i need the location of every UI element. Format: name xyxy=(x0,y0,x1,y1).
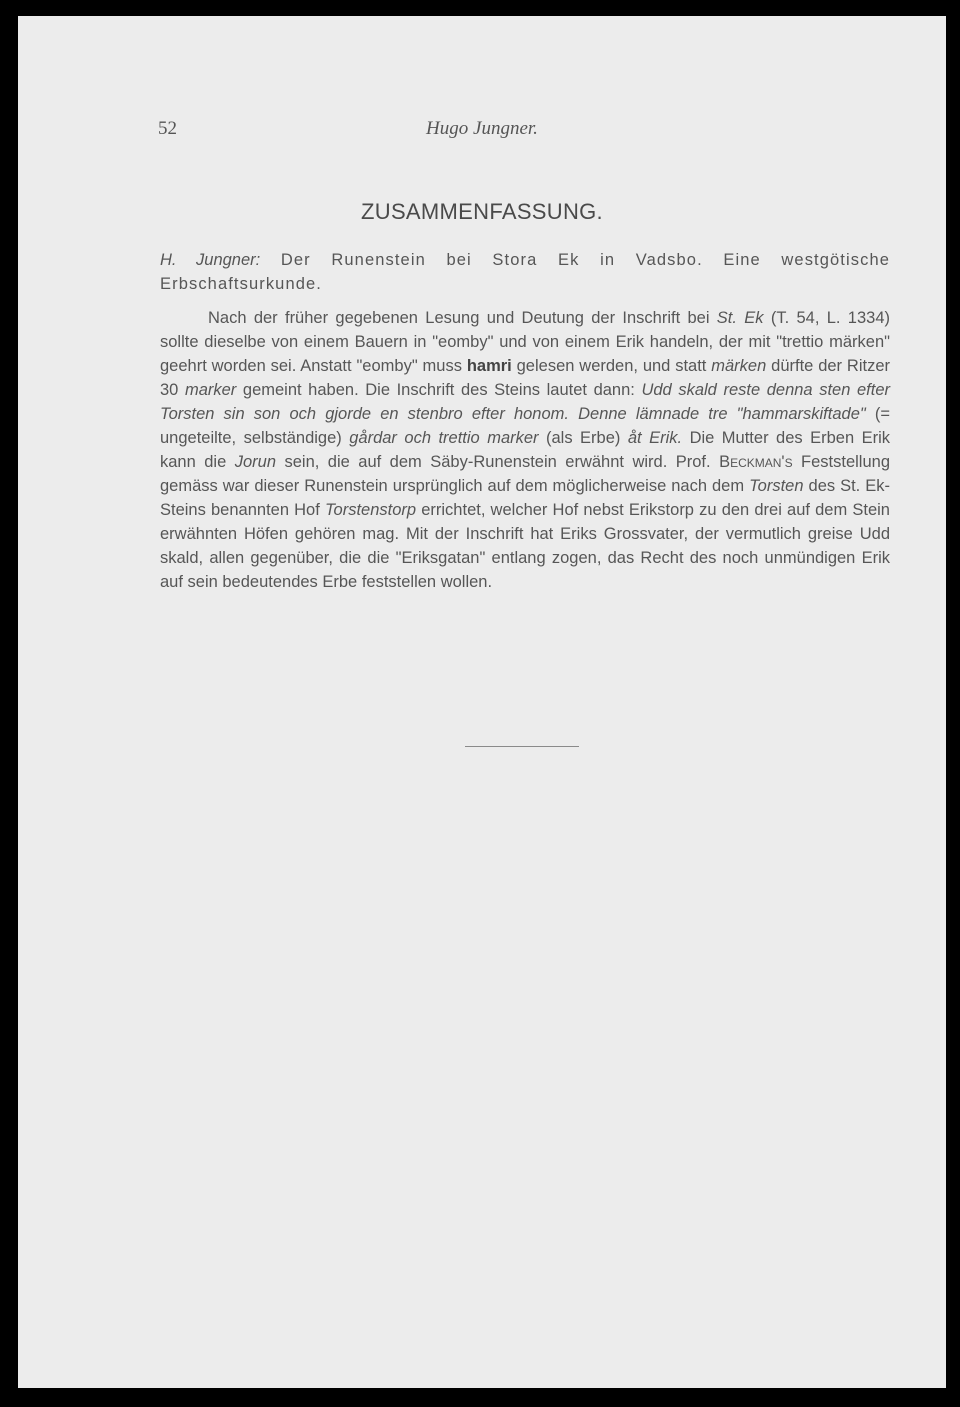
summary-text: hamri xyxy=(466,357,512,375)
main-text xyxy=(160,248,890,594)
section-title: ZUSAMMENFASSUNG. xyxy=(361,199,603,224)
summary-text: dürfte der Ritzer 30 xyxy=(160,357,890,399)
inscription-quote: Udd skald reste denna sten efter Torsten sin son och gjorde en stenbro efter honom. Denne lämnade tre "hammarskiftade" xyxy=(160,381,890,423)
summary-text: (= ungeteilte, selbständige) xyxy=(160,405,890,447)
section-divider xyxy=(465,746,579,747)
running-head: Hugo Jungner. xyxy=(426,118,538,139)
reference-work: Der Runenstein bei Stora Ek in Vadsbo. Eine westgötische Erbschaftsurkunde. xyxy=(160,251,891,293)
summary-paragraph xyxy=(160,306,890,594)
summary-text: gelesen werden, und statt xyxy=(511,357,712,375)
inscription-quote: gårdar och trettio marker xyxy=(349,429,539,447)
page-number: 52 xyxy=(158,118,177,139)
book-page xyxy=(18,16,946,1388)
summary-text: errichtet, welcher Hof nebst Erikstorp zu den drei auf dem Stein erwähnten Höfen gehören mag. Mit der Inschrift hat Eriks Grossvater, der vermutlich greise Udd skald, allen gegenüber, die die "Eriksgatan" entlang zogen, das Recht des noch unmündigen Erik auf sein bedeutendes Erbe feststellen wollen. xyxy=(160,501,890,591)
inscription-quote: åt Erik. xyxy=(627,429,683,447)
summary-text: Feststellung gemäss war dieser Runenstein ursprünglich auf dem möglicherweise nach dem xyxy=(160,453,891,495)
summary-text: marker xyxy=(184,381,237,399)
summary-text: Nach der früher gegebenen Lesung und Deutung der Inschrift bei xyxy=(208,309,717,327)
summary-text: des St. Ek-Steins benannten Hof xyxy=(160,477,891,519)
summary-text: Die Mutter des Erben Erik kann die xyxy=(160,429,891,471)
summary-text: Torsten xyxy=(749,477,804,495)
summary-text: Torstenstorp xyxy=(324,501,417,519)
summary-text: gemeint haben. Die Inschrift des Steins lautet dann: xyxy=(236,381,642,399)
summary-text: St. Ek xyxy=(716,309,764,327)
summary-text: märken xyxy=(711,357,767,375)
reference-line xyxy=(160,248,890,296)
reference-author: H. Jungner: xyxy=(160,251,261,269)
page-header xyxy=(18,118,946,148)
summary-text: (als Erbe) xyxy=(538,429,628,447)
author-name: Beckman's xyxy=(719,453,793,471)
summary-text: sein, die auf dem Säby-Runenstein erwähnt wird. Prof. xyxy=(276,453,720,471)
summary-text: (T. 54, L. 1334) sollte dieselbe von einem Bauern in "eomby" und von einem Erik handeln, der mit "trettio märken" geehrt worden sei. Anstatt "eomby" muss xyxy=(160,309,890,375)
summary-text: Jorun xyxy=(234,453,277,471)
